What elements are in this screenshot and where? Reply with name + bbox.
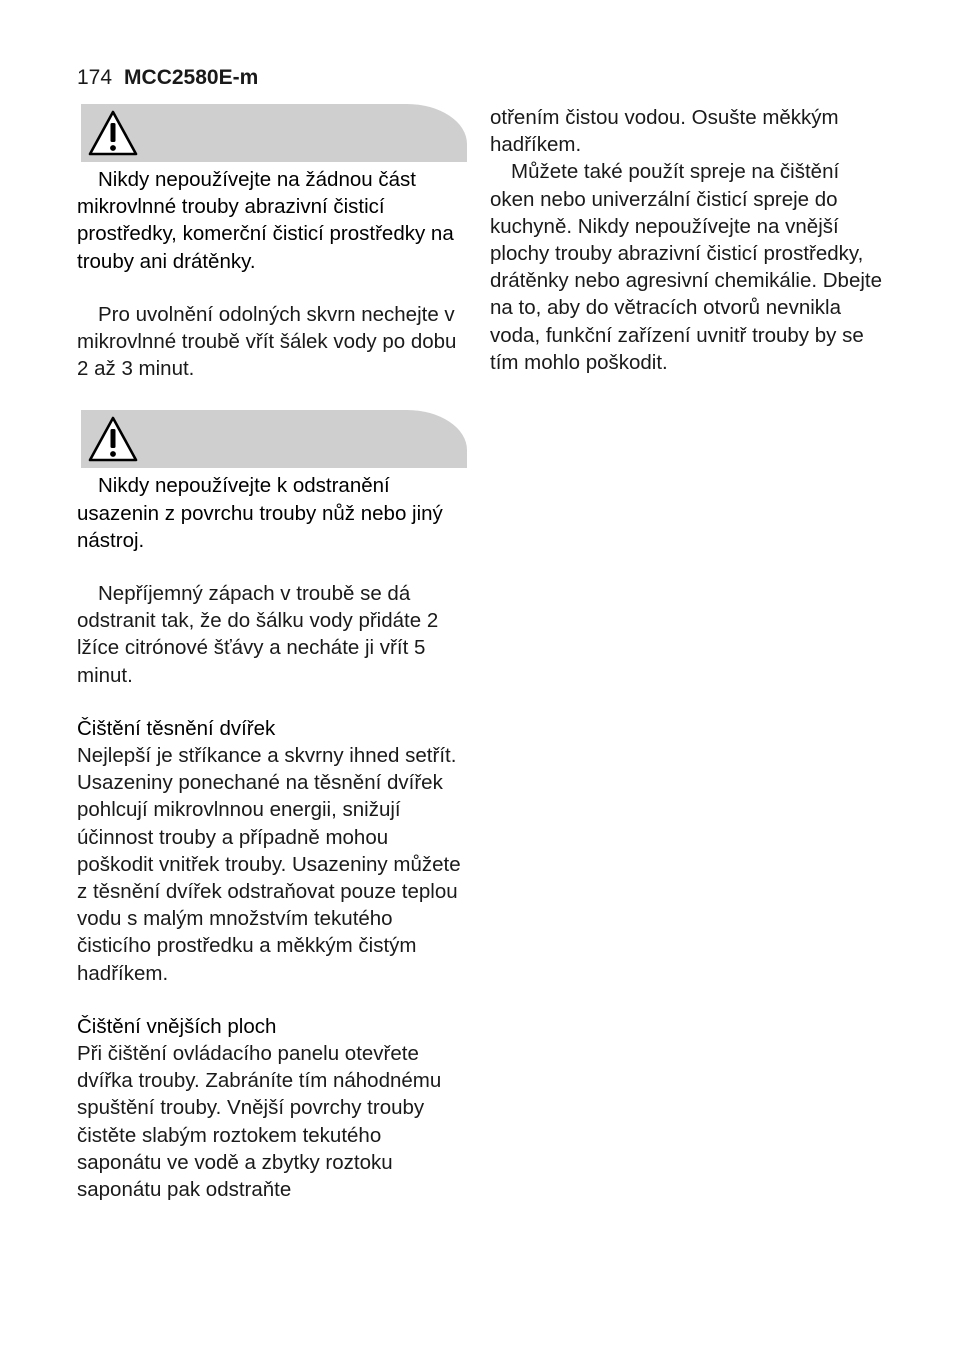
page-number: 174 xyxy=(77,66,113,89)
left-column xyxy=(77,104,469,1203)
warning-bar-2 xyxy=(81,410,467,468)
heading-door-seal: Čištění těsnění dvířek xyxy=(77,716,276,740)
warning-text-2: Nikdy nepoužívejte k odstranění usazenin z povrchu trouby nůž nebo jiný nástroj. xyxy=(77,474,443,552)
heading-exterior: Čištění vnějších ploch xyxy=(77,1014,277,1038)
page-header xyxy=(77,64,258,92)
paragraph-sprays: Můžete také použít spreje na čištění oken nebo univerzální čisticí spreje do kuchyně. Nikdy nepoužívejte na vnější plochy trouby abrazivní čisticí prostředky, drátěnky nebo agresivní chemikálie. Dbejte na to, aby do větracích otvorů nevnikla voda, funkční zařízení uvnitř trouby by se tím mohlo poškodit. xyxy=(490,160,882,374)
paragraph-door-seal: Nejlepší je stříkance a skvrny ihned setřít. Usazeniny ponechané na těsnění dvířek pohlcují mikrovlnnou energii, snižují účinnost trouby a případně mohou poškodit vnitřek trouby. Usazeniny můžete z těsnění dvířek odstraňovat pouze teplou vodu s malým množstvím tekutého čisticího prostředku a měkkým čistým hadříkem. xyxy=(77,744,461,985)
warning-triangle-icon xyxy=(87,414,139,464)
warning-text-1: Nikdy nepoužívejte na žádnou část mikrovlnné trouby abrazivní čisticí prostředky, komerční čisticí prostředky na trouby ani drátěnky. xyxy=(77,168,454,273)
warning-triangle-icon xyxy=(87,108,139,158)
warning-bar-1 xyxy=(81,104,467,162)
paragraph-odor: Nepříjemný zápach v troubě se dá odstranit tak, že do šálku vody přidáte 2 lžíce citrónové šťávy a necháte ji vřít 5 minut. xyxy=(77,582,439,687)
paragraph-boil-water: Pro uvolnění odolných skvrn nechejte v mikrovlnné troubě vřít šálek vody po dobu 2 až 3 minut. xyxy=(77,302,457,381)
model-name: MCC2580E-m xyxy=(124,66,259,89)
paragraph-exterior: Při čištění ovládacího panelu otevřete dvířka trouby. Zabráníte tím náhodnému spuštění trouby. Vnější povrchy trouby čistěte slabým roztokem tekutého saponátu ve vodě a zbytky roztoku saponátu pak odstraňte xyxy=(77,1042,442,1202)
paragraph-rinse: otřením čistou vodou. Osušte měkkým hadříkem. xyxy=(490,106,839,157)
right-column xyxy=(490,104,882,376)
